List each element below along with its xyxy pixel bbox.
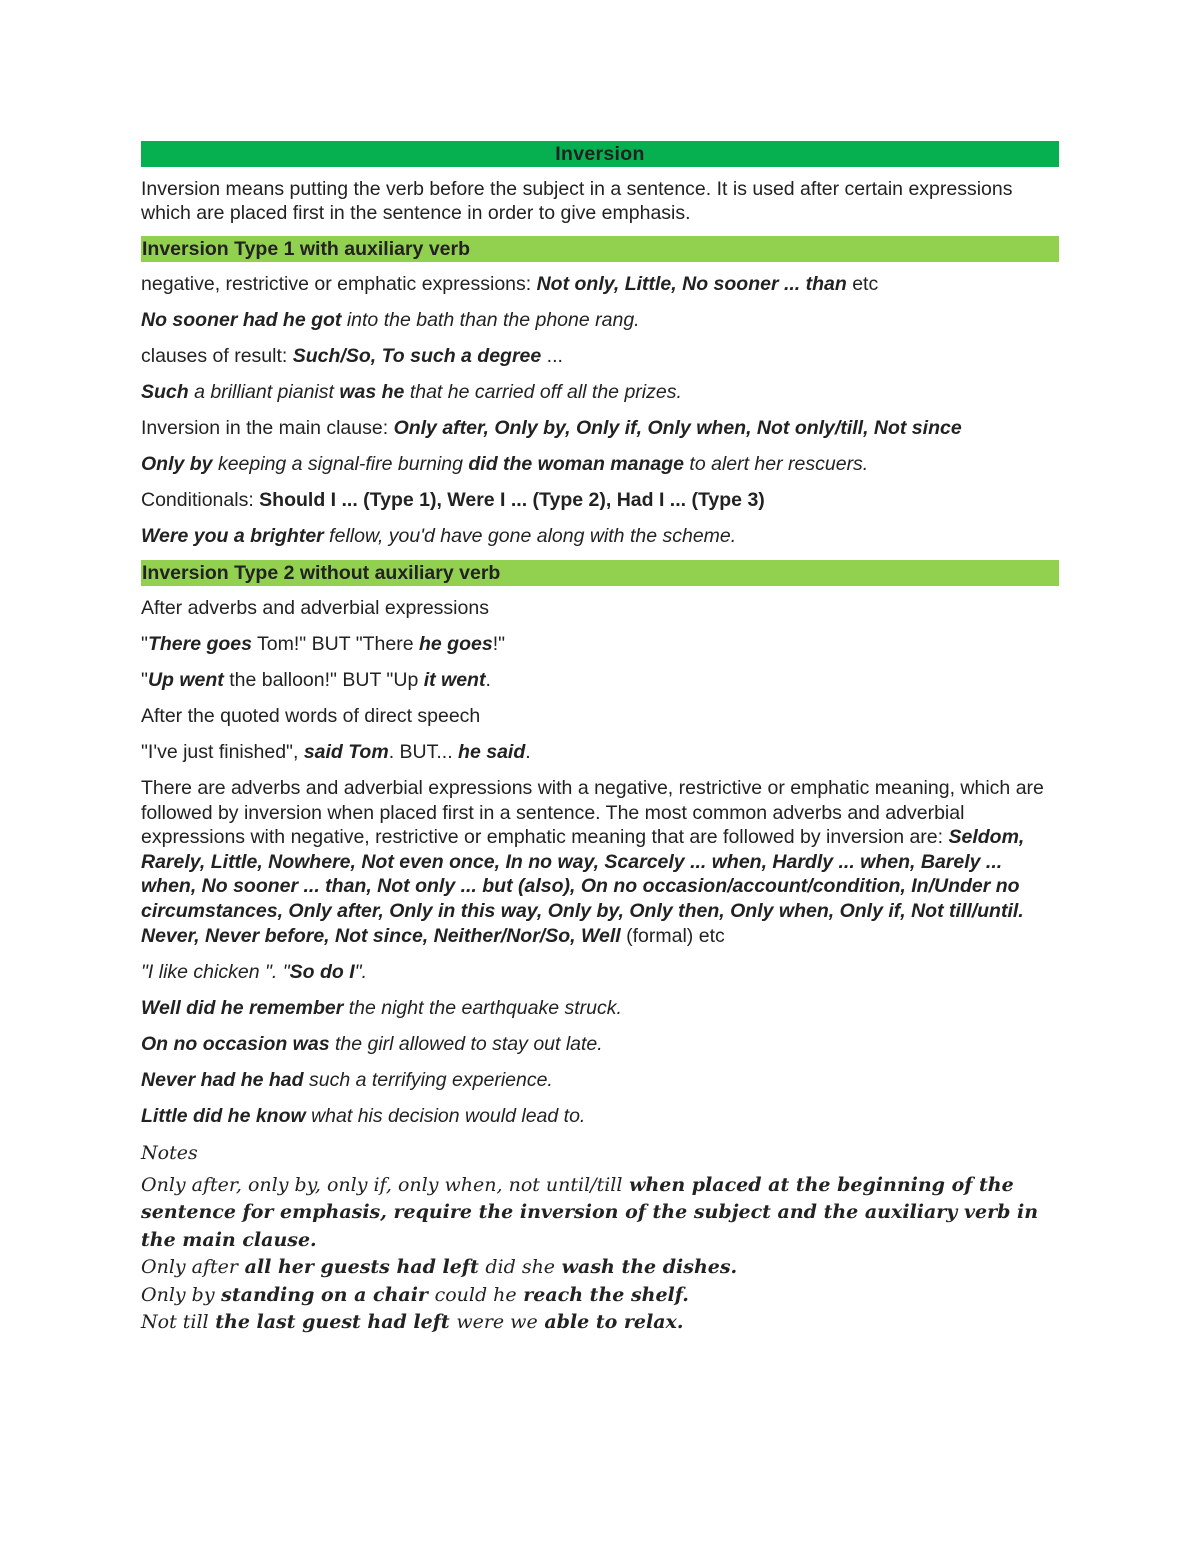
type1-example-3 bbox=[141, 452, 1059, 476]
text: into the bath than the phone rang. bbox=[341, 309, 640, 331]
emphasis: was he bbox=[339, 381, 405, 403]
section-title: Inversion Type 2 without auxiliary verb bbox=[142, 562, 501, 584]
text: Conditionals: bbox=[141, 489, 260, 511]
page-title: Inversion bbox=[555, 143, 645, 165]
emphasis: he said bbox=[458, 741, 526, 763]
notes-example-1 bbox=[141, 1254, 1059, 1282]
text: to alert her rescuers. bbox=[683, 453, 869, 475]
emphasis: said Tom bbox=[303, 741, 389, 763]
text: " bbox=[141, 669, 148, 691]
section-title: Inversion Type 1 with auxiliary verb bbox=[142, 238, 471, 260]
type1-example-4 bbox=[141, 524, 1059, 548]
emphasis: wash the dishes. bbox=[555, 1256, 738, 1279]
emphasis: when placed at the beginning of the sentence for emphasis, require the inversion of the subject and the auxiliary verb in the main clause. bbox=[141, 1173, 1039, 1251]
title-banner bbox=[141, 141, 1059, 167]
type1-example-2 bbox=[141, 380, 1059, 404]
text: There are adverbs and adverbial expressions with a negative, restrictive or emphatic meaning, which are followed by inversion when placed first in a sentence. The most common adverbs and adverbial expressions with negative, restrictive or emphatic meaning that are followed by inversion are: bbox=[141, 777, 1044, 849]
text: Only after, only by, only if, only when, not until/till bbox=[141, 1173, 623, 1196]
document-page bbox=[141, 141, 1059, 1337]
text: negative, restrictive or emphatic expressions: bbox=[141, 273, 537, 295]
emphasis: he goes bbox=[419, 633, 493, 655]
text: " bbox=[141, 633, 148, 655]
intro-paragraph: Inversion means putting the verb before the subject in a sentence. It is used after certain expressions which are placed first in the sentence in order to give emphasis. bbox=[141, 178, 1013, 224]
text: did she bbox=[485, 1256, 556, 1279]
type2-example-7 bbox=[141, 1068, 1059, 1092]
text: Not till bbox=[141, 1311, 209, 1334]
text: the balloon!" BUT "Up bbox=[223, 669, 424, 691]
emphasis: No sooner had he got bbox=[141, 309, 342, 331]
text: etc bbox=[846, 273, 879, 295]
text: . bbox=[525, 741, 531, 763]
text: . BUT... bbox=[388, 741, 459, 763]
notes-example-3 bbox=[141, 1309, 1059, 1337]
type2-example-6 bbox=[141, 1032, 1059, 1056]
text: that he carried off all the prizes. bbox=[404, 381, 682, 403]
text: clauses of result: bbox=[141, 345, 293, 367]
type2-example-3 bbox=[141, 740, 1059, 764]
type1-line-4 bbox=[141, 488, 1059, 512]
emphasis: Up went bbox=[147, 669, 224, 691]
text: . bbox=[485, 669, 491, 691]
type2-example-2 bbox=[141, 668, 1059, 692]
section-header-type1 bbox=[141, 236, 1059, 262]
emphasis: did the woman manage bbox=[468, 453, 684, 475]
emphasis: Not only, Little, No sooner ... than bbox=[536, 273, 847, 295]
emphasis: On no occasion was bbox=[141, 1033, 330, 1056]
text: such a terrifying experience. bbox=[303, 1069, 553, 1092]
emphasis: Little did he know bbox=[141, 1105, 306, 1128]
emphasis: it went bbox=[423, 669, 486, 691]
text: Inversion in the main clause: bbox=[141, 417, 394, 439]
emphasis: Well did he remember bbox=[141, 997, 344, 1020]
text: ". bbox=[354, 961, 367, 984]
text: "I've just finished", bbox=[141, 741, 304, 763]
text: were we bbox=[456, 1311, 538, 1334]
emphasis: Such/So, To such a degree bbox=[292, 345, 542, 367]
notes-example-2 bbox=[141, 1282, 1059, 1310]
text: ... bbox=[541, 345, 563, 367]
text: keeping a signal-fire burning bbox=[212, 453, 469, 475]
emphasis: There goes bbox=[147, 633, 252, 655]
text: the night the earthquake struck. bbox=[343, 997, 622, 1020]
text: the girl allowed to stay out late. bbox=[329, 1033, 603, 1056]
notes-body bbox=[141, 1172, 1059, 1255]
type2-example-5 bbox=[141, 996, 1059, 1020]
type1-line-2 bbox=[141, 344, 1059, 368]
emphasis: all her guests had left bbox=[238, 1256, 486, 1279]
type2-paragraph bbox=[141, 776, 1059, 948]
type1-line-3 bbox=[141, 416, 1059, 440]
emphasis: Seldom, Rarely, Little, Nowhere, Not even once, In no way, Scarcely ... when, Hardly ... when, Barely ... when, No sooner ... than, Not only ... but (also), On no occasion/account/condition, In/Under no circumstances, Only after, Only in this way, Only by, Only then, Only when, Only if, Not till/until. Never, Never before, Not since, Neither/Nor/So, Well bbox=[141, 826, 1025, 947]
text: fellow, you'd have gone along with the scheme. bbox=[323, 525, 737, 547]
emphasis: able to relax. bbox=[537, 1311, 684, 1334]
emphasis: reach the shelf. bbox=[516, 1283, 689, 1306]
text: !" bbox=[492, 633, 506, 655]
text: Tom!" BUT "There bbox=[251, 633, 419, 655]
type2-example-1 bbox=[141, 632, 1059, 656]
emphasis: Such bbox=[141, 381, 189, 403]
text: could he bbox=[434, 1283, 517, 1306]
type1-example-1 bbox=[141, 308, 1059, 332]
emphasis: Only by bbox=[141, 453, 213, 475]
text: what his decision would lead to. bbox=[305, 1105, 586, 1128]
emphasis: Should I ... (Type 1), Were I ... (Type 2), Had I ... (Type 3) bbox=[259, 489, 765, 511]
emphasis: So do I bbox=[289, 961, 355, 984]
text: (formal) etc bbox=[620, 924, 725, 947]
notes-section bbox=[141, 1140, 1059, 1337]
type2-line-1: After adverbs and adverbial expressions bbox=[141, 597, 489, 619]
emphasis: Were you a brighter bbox=[141, 525, 324, 547]
emphasis: Never had he had bbox=[141, 1069, 304, 1092]
section-header-type2 bbox=[141, 560, 1059, 586]
type2-example-4 bbox=[141, 960, 1059, 984]
emphasis: Only after, Only by, Only if, Only when, Not only/till, Not since bbox=[393, 417, 962, 439]
text: a brilliant pianist bbox=[188, 381, 340, 403]
text: Only by bbox=[141, 1283, 215, 1306]
text: Only after bbox=[141, 1256, 238, 1279]
type1-line-1 bbox=[141, 272, 1059, 296]
emphasis: standing on a chair bbox=[214, 1283, 435, 1306]
text: "I like chicken ". " bbox=[141, 961, 290, 984]
notes-title: Notes bbox=[141, 1142, 198, 1165]
type2-line-2: After the quoted words of direct speech bbox=[141, 705, 481, 727]
type2-example-8 bbox=[141, 1104, 1059, 1128]
emphasis: the last guest had left bbox=[208, 1311, 457, 1334]
